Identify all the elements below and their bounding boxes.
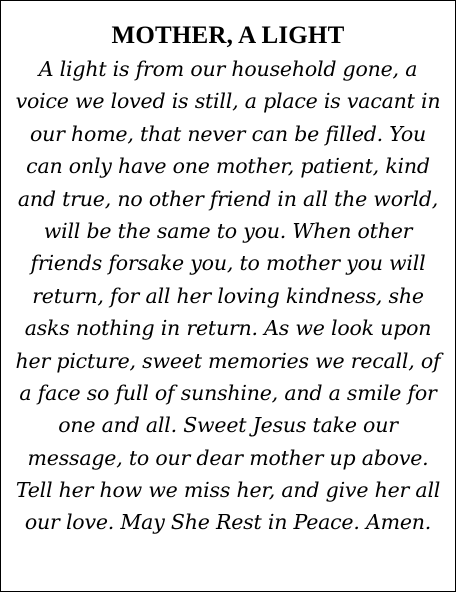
verse-text [9,53,447,539]
verse-line: message, to our dear mother up above. [27,445,429,470]
verse-line: our home, that never can be filled. You [29,121,427,146]
verse-line: Tell her how we miss her, and give her all [15,478,441,503]
card-title: MOTHER, A LIGHT [111,22,345,49]
verse-line: our love. May She Rest in Peace. Amen. [24,510,432,535]
verse-line: a face so full of sunshine, and a smile for [19,380,437,405]
verse-line: one and all. Sweet Jesus take our [58,413,398,438]
verse-line: friends forsake you, to mother you will [30,251,426,276]
verse-line: can only have one mother, patient, kind [26,154,430,179]
verse-line: A light is from our household gone, a [38,57,418,81]
verse-line: return, for all her loving kindness, she [32,283,424,308]
verse-line: her picture, sweet memories we recall, of [15,348,441,373]
verse-line: will be the same to you. When other [43,218,413,243]
verse-line: voice we loved is still, a place is vacant in [15,89,441,114]
verse-line: and true, no other friend in all the world, [17,186,439,211]
verse-line: asks nothing in return. As we look upon [24,316,432,341]
